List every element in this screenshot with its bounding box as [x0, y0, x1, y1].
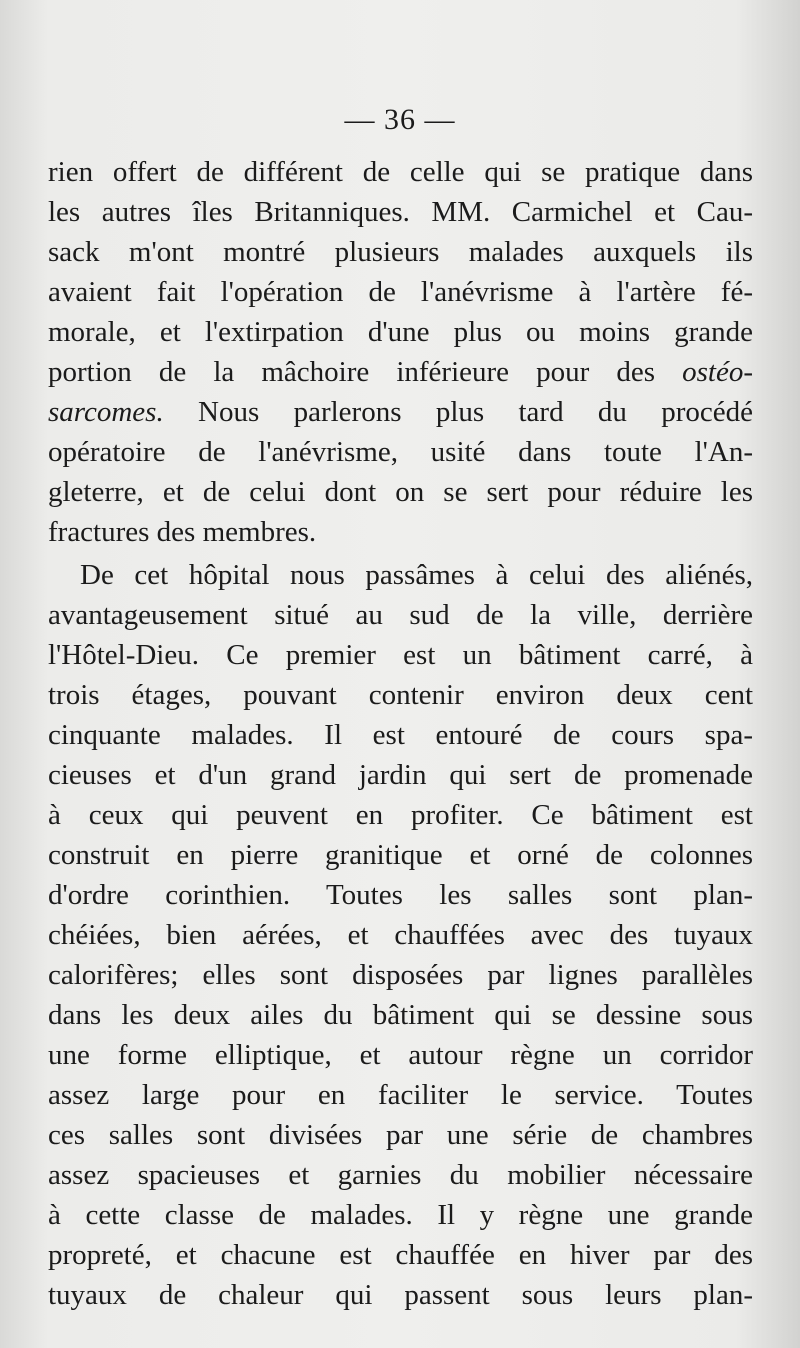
text-line: à cette classe de malades. Il y règne une grande — [48, 1199, 753, 1231]
text-line: trois étages, pouvant contenir environ deux cent — [48, 679, 753, 711]
text-line: avaient fait l'opération de l'anévrisme à l'artère fé- — [48, 276, 753, 308]
text-line: ces salles sont divisées par une série de chambres — [48, 1119, 753, 1151]
text-line: d'ordre corinthien. Toutes les salles sont plan- — [48, 879, 753, 911]
text-line: propreté, et chacune est chauffée en hiver par des — [48, 1239, 753, 1271]
italic-term: sarcomes. — [48, 396, 164, 428]
text-line: à ceux qui peuvent en profiter. Ce bâtiment est — [48, 799, 753, 831]
text-line: cieuses et d'un grand jardin qui sert de promenade — [48, 759, 753, 791]
text-line: calorifères; elles sont disposées par lignes parallèles — [48, 959, 753, 991]
text-line: opératoire de l'anévrisme, usité dans toute l'An- — [48, 436, 753, 468]
text-line: fractures des membres. — [48, 516, 317, 548]
text-line — [48, 352, 753, 392]
text-line: assez spacieuses et garnies du mobilier nécessaire — [48, 1159, 753, 1191]
text-line: l'Hôtel-Dieu. Ce premier est un bâtiment carré, à — [48, 639, 753, 671]
text-line: sack m'ont montré plusieurs malades auxquels ils — [48, 236, 753, 268]
text-line: cinquante malades. Il est entouré de cours spa- — [48, 719, 753, 751]
text-line: les autres îles Britanniques. MM. Carmichel et Cau- — [48, 196, 753, 228]
text-line: gleterre, et de celui dont on se sert pour réduire les — [48, 476, 753, 508]
body-text — [48, 152, 753, 1315]
text-line: avantageusement situé au sud de la ville, derrière — [48, 599, 753, 631]
text-line: De cet hôpital nous passâmes à celui des aliénés, — [80, 559, 753, 591]
text-line: chéiées, bien aérées, et chauffées avec des tuyaux — [48, 919, 753, 951]
text-line: rien offert de différent de celle qui se pratique dans — [48, 156, 753, 188]
text-segment: portion de la mâchoire inférieure pour des — [48, 356, 656, 388]
italic-term: ostéo- — [682, 356, 753, 388]
text-line — [48, 392, 753, 432]
paragraph-1 — [48, 152, 753, 552]
text-line: une forme elliptique, et autour règne un corridor — [48, 1039, 753, 1071]
paragraph-2 — [48, 555, 753, 1315]
text-segment: Nous parlerons plus tard du procédé — [198, 396, 753, 428]
text-line: morale, et l'extirpation d'une plus ou moins grande — [48, 316, 753, 348]
text-line: assez large pour en faciliter le service. Toutes — [48, 1079, 753, 1111]
text-line: dans les deux ailes du bâtiment qui se dessine sous — [48, 999, 753, 1031]
text-line: tuyaux de chaleur qui passent sous leurs plan- — [48, 1279, 753, 1311]
page-number: — 36 — — [344, 103, 456, 136]
text-line: construit en pierre granitique et orné de colonnes — [48, 839, 753, 871]
